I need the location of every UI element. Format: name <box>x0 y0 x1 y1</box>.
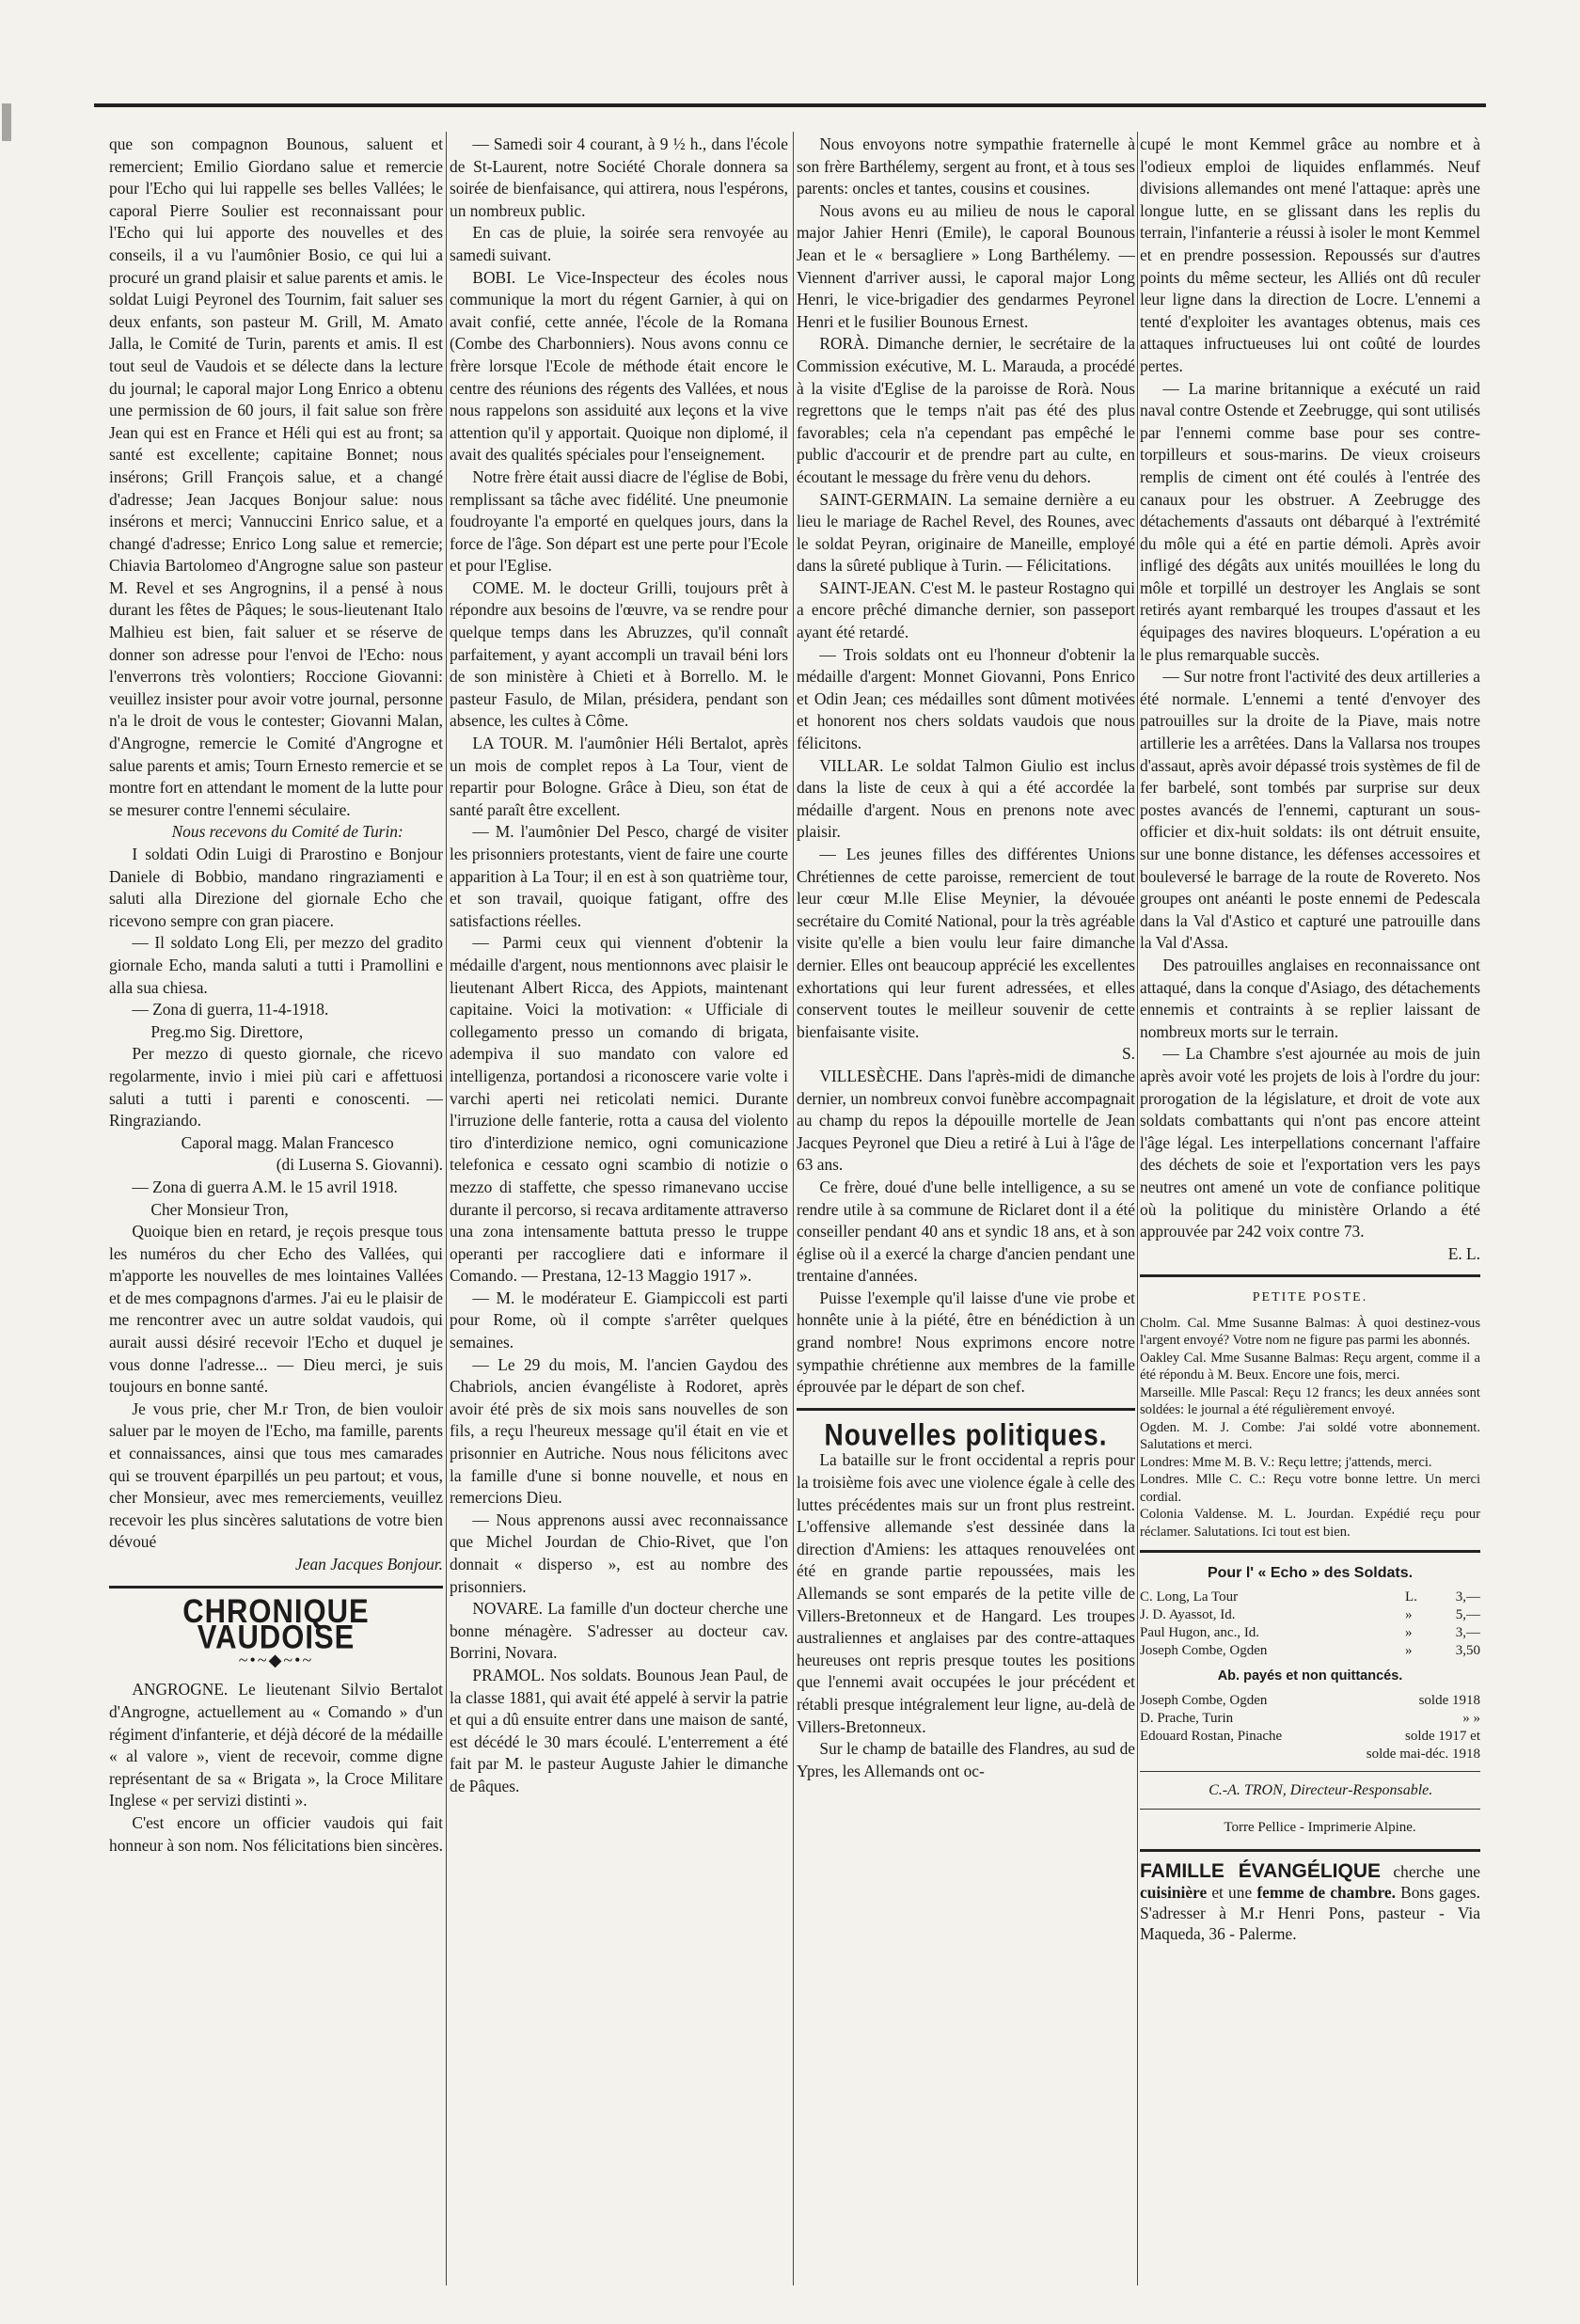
paragraph: Nous envoyons notre sympathie fraternelle à son frère Barthélemy, sergent au front, et à tous ses parents: oncles et tantes, cousins et cousines. <box>797 134 1135 198</box>
section-rule <box>1140 1274 1480 1277</box>
donor-name: J. D. Ayassot, Id. <box>1140 1606 1236 1622</box>
turin-committee-heading: Nous recevons du Comité de Turin: <box>171 822 403 842</box>
subscriber-name <box>1140 1746 1329 1763</box>
paragraph: — Trois soldats ont eu l'honneur d'obtenir la médaille d'argent: Monnet Giovanni, Pons Enrico et Odin Jean; ces médailles sont dûment motivées et honorent nos chers soldats vaudois que nous félicitons. <box>797 644 1135 753</box>
ad-text: femme de chambre. <box>1256 1882 1396 1902</box>
column-rule <box>793 132 794 2285</box>
villeseche-article: VILLESÈCHE. Dans l'après-midi de dimanche dernier, un nombreux convoi funèbre accompagnait au champ du repos la dépouille mortelle de Jean Jacques Peyronel que Dieu a retiré à Lui à l'âge de 63 ans. <box>797 1066 1135 1175</box>
ad-text: Bons gages. S'adresser à M.r Henri Pons, pasteur - Via Maqueda, 36 - Palerme. <box>1140 1882 1480 1943</box>
divider <box>1140 1771 1480 1772</box>
paragraph: Notre frère était aussi diacre de l'église de Bobi, remplissant sa tâche avec fidélité. Une pneumonie foudroyante l'a emporté en quelques jours, dans la force de l'âge. Son départ est une perte pour l'Ecole et pour l'Eglise. <box>450 466 788 576</box>
soldiers-greetings: que son compagnon Bounous, saluent et remercient; Emilio Giordano salue et remercie pour l'Echo qui lui rappelle ses belles Vallées; le caporal Pierre Soulier est reconnaissant pour l'Echo qui lui apporte des nouvelles et des conseils, il a vu l'aumônier Bosio, ce qui lui a procuré un grand plaisir et salue parents et amis. le soldat Luigi Peyronel des Tournim, fait saluer ses deux enfants, son pasteur M. Grill, M. Amato Jalla, le Comité de Turin, parents et amis. Il est tout seul de Vaudois et se délecte dans la lecture du journal; le caporal major Long Enrico a obtenu une permission de 60 jours, il fait salue son frère Jean qui est en France et Héli qui est au front; sa santé est excellente; capitaine Bonnet; nous insérons; Grill François salue, et a changé d'adresse; Jean Jacques Bonjour salue: nous insérons et merci; Vannuccini Enrico salue, et a changé d'adresse; Enrico Long salue et remercie; Chiavia Bartolomeo d'Angrogne salue son pasteur M. Revel et ses Angrognins, il a pensé à nous durant les fêtes de Pâques; le sous-lieutenant Italo Malhieu est bien, fait saluer et se réserve de donner son adresse pour l'envoi de l'Echo: nous l'enverrons très volontiers; Roccione Giovanni: veuillez insister pour avoir votre journal, personne n'a le droit de vous le contester; Giovanni Malan, d'Angrogne, remercie le Comité d'Angrogne et salue parents et amis; Tourn Ernesto remercie et se montre fort en attendant le moment de la lutte pour se mesurer contre l'ennemi séculaire. <box>109 134 443 819</box>
imprimerie-line: Torre Pellice - Imprimerie Alpine. <box>1224 1820 1416 1836</box>
petite-poste-title: PETITE POSTE. <box>1252 1290 1368 1305</box>
subscriptions-table <box>1140 1692 1480 1763</box>
table-row <box>1140 1624 1480 1642</box>
ad-text: cherche une <box>1381 1861 1480 1881</box>
column-rule <box>446 132 447 2285</box>
amount: 3,— <box>1455 1589 1480 1605</box>
subscription-status: solde mai-déc. 1918 <box>1366 1746 1480 1762</box>
letter-signature-place: (di Luserna S. Giovanni). <box>276 1155 443 1175</box>
paragraph: cupé le mont Kemmel grâce au nombre et à l'odieux emploi de liquides enflammés. Neuf divisions allemandes ont mené l'attaque: après une longue lutte, en se glissant dans les replis du terrain, l'infanterie a réussi à isoler le mont Kemmel et en prendre possession. Repoussés sur d'autres points du même secteur, les Alliés ont dû reculer leur ligne dans la direction de Locre. L'ennemi a tenté d'exploiter les avantages obtenus, mais ces attaques infructueuses lui ont coûté de lourdes pertes. <box>1140 134 1480 375</box>
column-4 <box>1140 134 1480 2287</box>
donor-name: C. Long, La Tour <box>1140 1589 1239 1605</box>
ad-text: et une <box>1207 1882 1257 1902</box>
column-rule <box>1137 132 1138 2285</box>
paragraph: — La Chambre s'est ajournée au mois de juin après avoir voté les projets de lois à l'ordre du jour: prorogation de la législature, et droit de vote aux soldats combattants qui n'ont pas encore atteint l'âge légal. Les interpellations concernant l'affaire des déchets de soie et l'exportation vers les pays neutres ont amené un vote de confiance politique où la politique du ministère Orlando a été approuvée par 242 voix contre 73. <box>1140 1044 1480 1241</box>
table-row <box>1140 1710 1480 1728</box>
rora-article: RORÀ. Dimanche dernier, le secrétaire de la Commission exécutive, M. L. Marauda, a procédé à la visite d'Eglise de la paroisse de Rorà. Nous regrettons que le temps n'ait pas été des plus favorables; cela n'a cependant pas empêché le public d'accourir et de prendre part au culte, en écoutant le message du frère venu du dehors. <box>797 334 1135 486</box>
paragraph: Quoique bien en retard, je reçois presque tous les numéros du cher Echo des Vallées, qui m'apporte les nouvelles de mes lointaines Vallées et de mes compagnons d'armes. J'ai eu le plaisir de me rencontrer avec un autre soldat vaudois, qui aurait aussi désiré recevoir l'Echo et duquel je vous donne l'adresse... — Dieu merci, je suis toujours en bonne santé. <box>109 1222 443 1397</box>
table-row <box>1140 1642 1480 1660</box>
paragraph: C'est encore un officier vaudois qui fait honneur à son nom. Nos félicitations bien sincères. <box>109 1812 443 1855</box>
paragraph: Je vous prie, cher M.r Tron, de bien vouloir saluer par le moyen de l'Echo, ma famille, parents et connaissances, ainsi que tous mes camarades qui se trouvent éparpillés un peu partout; et vous, cher Monsieur, avec mes remerciements, veuillez recevoir les plus sincères salutations de votre bien dévoué <box>109 1399 443 1552</box>
paragraph: — M. le modérateur E. Giampiccoli est parti pour Rome, où il compte s'arrêter quelques semaines. <box>450 1288 788 1352</box>
section-rule <box>797 1408 1135 1411</box>
section-rule <box>109 1586 443 1589</box>
ad-text: cuisinière <box>1140 1882 1208 1902</box>
paragraph: — M. l'aumônier Del Pesco, chargé de visiter les prisonniers protestants, vient de faire une courte apparition à La Tour; il en est à son quatrième tour, et son travail, quoique fatigant, offre des satisfactions réelles. <box>450 822 788 930</box>
come-article: COME. M. le docteur Grilli, toujours prêt à répondre aux besoins de l'œuvre, va se rendre pour quelque temps dans les Abruzzes, qu'il connaît parfaitement, y ayant accompli un travail béni lors de son ministère à Chieti et à Borrello. M. le pasteur Fasulo, de Milan, présidera, pendant son absence, les cultes à Côme. <box>450 577 788 731</box>
section-rule <box>1140 1550 1480 1553</box>
scan-edge-mark <box>2 103 11 141</box>
bobi-article: BOBI. Le Vice-Inspecteur des écoles nous communique la mort du régent Garnier, à qui on avait confié, cette année, l'école de la Romana (Combe des Charbonniers). Nous avons connu ce frère lorsque l'Ecole de méthode était encore le centre des réunions des régents des Vallées, et nous nous rappelons son assiduité aux leçons et la vive attention qu'il y apportait. Quoique non diplomé, il avait des qualités spéciales pour l'enseignement. <box>450 267 788 465</box>
letter-salutation: Preg.mo Sig. Direttore, <box>150 1021 304 1041</box>
paragraph: — Parmi ceux qui viennent d'obtenir la médaille d'argent, nous mentionnons avec plaisir le lieutenant Albert Ricca, des Appiots, maintenant capitaine. Voici la motivation: « Ufficiale di collegamento presso un comando di brigata, adempiva il suo mandato con valore ed intelligenza, portandosi a riconoscere varie volte i varchi aperti nei reticolati nemici. Durante l'irruzione delle fanterie, rotta a causa del violento tiro d'interdizione nemico, ogni comunicazione telefonica e cessato ogni scambio di notizie o mezzo di staffette, che spesso rimanevano uccise durante il percorso, si recava arditamente attraverso una zona intensamente battuta presso le truppe operanti per raccogliere dati e informare il Comando. — Prestana, 12-13 Maggio 1917 ». <box>450 933 788 1286</box>
subscriber-name: D. Prache, Turin <box>1140 1710 1234 1726</box>
petite-poste-item: Ogden. M. J. Combe: J'ai soldé votre abonnement. Salutations et merci. <box>1140 1419 1480 1453</box>
saint-jean-article: SAINT-JEAN. C'est M. le pasteur Rostagno qui a encore prêché dimanche dernier, son passeport ayant été retardé. <box>797 577 1135 642</box>
petite-poste-item: Marseille. Mlle Pascal: Reçu 12 francs; les deux années sont soldées: le journal a été régulièrement envoyé. <box>1140 1384 1480 1418</box>
letter-salutation: Cher Monsieur Tron, <box>150 1199 289 1219</box>
pramol-article: PRAMOL. Nos soldats. Bounous Jean Paul, de la classe 1881, qui avait été appelé à servir la patrie et qui a dû ensuite entrer dans une maison de santé, est décédé le 30 mars écoulé. L'enterrement a été fait par M. le pasteur Auguste Jahier le dimanche de Pâques. <box>450 1665 788 1795</box>
table-row <box>1140 1589 1480 1606</box>
saint-germain-article: SAINT-GERMAIN. La semaine dernière a eu lieu le mariage de Rachel Revel, des Rounes, avec le soldat Peyran, originaire de Maneille, employé dans la sûreté publique à Turin. — Félicitations. <box>797 489 1135 576</box>
paragraph: I soldati Odin Luigi di Prarostino e Bonjour Daniele di Bobbio, mandano ringraziamenti e saluti alla Direzione del giornale Echo che ricevono sempre con gran piacere. <box>109 845 443 930</box>
donor-name: Joseph Combe, Ogden <box>1140 1642 1268 1658</box>
paragraph: — Samedi soir 4 courant, à 9 ½ h., dans l'école de St-Laurent, notre Société Chorale donnera sa soirée de bienfaisance, qui attirera, nous l'espérons, un nombreux public. <box>450 134 788 220</box>
directeur-line: C.-A. TRON, Directeur-Responsable. <box>1209 1781 1433 1798</box>
paragraph: — Il soldato Long Eli, per mezzo del gradito giornale Echo, manda saluti a tutti i Pramollini e alla sua chiesa. <box>109 933 443 997</box>
paragraph: — Nous apprenons aussi avec reconnaissance que Michel Jourdan de Chio-Rivet, que l'on donnait « disperso », est au nombre des prisonniers. <box>450 1510 788 1596</box>
villar-article: VILLAR. Le soldat Talmon Giulio est inclus dans la liste de ceux à qui a été accordée la médaille d'argent. Nous en prenons note avec plaisir. <box>797 755 1135 842</box>
ornament: ~•~◆~•~ <box>238 1650 314 1669</box>
subscriber-name: Joseph Combe, Ogden <box>1140 1692 1268 1708</box>
echo-soldats-title: Pour l' « Echo » des Soldats. <box>1207 1565 1414 1582</box>
donations-table <box>1140 1589 1480 1660</box>
paragraph: Sur le champ de bataille des Flandres, au sud de Ypres, les Allemands ont oc- <box>797 1739 1135 1780</box>
petite-poste-item: Cholm. Cal. Mme Susanne Balmas: À quoi destinez-vous l'argent envoyé? Votre nom ne figure pas parmi les abonnés. <box>1140 1315 1480 1349</box>
paragraph: — Les jeunes filles des différentes Unions Chrétiennes de cette paroisse, remercient de tout leur cœur M.lle Elise Meynier, la dévouée secrétaire du Comité National, pour la très agréable visite qu'elle a bien voulu leur faire dimanche dernier. Elles ont beaucoup apprécié les excellentes exhortations qui leur furent adressées, et elles conservent toutes le meilleur souvenir de cette bienfaisante visite. <box>797 845 1135 1041</box>
chronique-vaudoise-title: CHRONIQUE VAUDOISE <box>182 1591 370 1655</box>
paragraph: Des patrouilles anglaises en reconnaissance ont attaqué, dans la conque d'Asiago, des détachements ennemis et contraints à se replier laissant de nombreux morts sur le terrain. <box>1140 955 1480 1041</box>
table-row <box>1140 1692 1480 1710</box>
article-signature: E. L. <box>1447 1243 1480 1263</box>
ad-heading: FAMILLE ÉVANGÉLIQUE <box>1140 1859 1382 1882</box>
table-row <box>1140 1728 1480 1746</box>
column-3 <box>797 134 1135 2287</box>
divider <box>1140 1809 1480 1810</box>
paragraph: En cas de pluie, la soirée sera renvoyée au samedi suivant. <box>450 223 788 264</box>
amount: 5,— <box>1455 1606 1480 1622</box>
subscription-status: solde 1918 <box>1418 1692 1480 1708</box>
top-rule <box>94 103 1486 107</box>
la-tour-article: LA TOUR. M. l'aumônier Héli Bertalot, après un mois de complet repos à La Tour, vient de repartir pour Bologne. Grâce à Dieu, son état de santé paraît être excellent. <box>450 734 788 819</box>
table-row <box>1140 1606 1480 1624</box>
paragraph: Nous avons eu au milieu de nous le caporal major Jahier Henri (Emile), le caporal Bounous Jean et le « bersagliere » Long Barthélemy. — Viennent d'arriver aussi, le caporal major Long Henri, le vice-brigadier des gendarmes Peyronel Henri et le fusilier Bounous Ernest. <box>797 200 1135 331</box>
paragraph: La bataille sur le front occidental a repris pour la troisième fois avec une violence égale à celle des luttes précédentes mais sur un front plus restreint. L'offensive allemande s'est dessinée dans la direction d'Amiens: les attaques renouvelées ont été en grande partie repoussées, mais les Allemands se sont emparés de la petite ville de Villers-Bretonneux et de Hangard. Les troupes australiennes et anglaises par des contre-attaques heureuses ont repris presque toutes les positions que l'ennemi avait occupées le jour précédent et rétabli presque intégralement leur ligne, au-delà de Villers-Bretonneux. <box>797 1450 1135 1736</box>
donor-name: Paul Hugon, anc., Id. <box>1140 1624 1260 1640</box>
letter-signature: Jean Jacques Bonjour. <box>295 1555 443 1573</box>
currency-mark: » <box>1405 1642 1413 1658</box>
amount: 3,— <box>1455 1624 1480 1640</box>
paragraph: Ce frère, doué d'une belle intelligence, a su se rendre utile à sa commune de Riclaret dont il a été conseiller pendant 40 ans et syndic 18 ans, et à son église où il a exercé la charge d'ancien pendant une trentaine d'années. <box>797 1177 1135 1286</box>
section-rule <box>1140 1849 1480 1852</box>
classified-ad <box>1140 1861 1480 1944</box>
abonnements-title: Ab. payés et non quittancés. <box>1217 1668 1403 1684</box>
amount: 3,50 <box>1455 1642 1480 1658</box>
petite-poste-item: Oakley Cal. Mme Susanne Balmas: Reçu argent, comme il a été répondu à M. Beux. Encore une fois, merci. <box>1140 1350 1480 1383</box>
currency-mark: L. <box>1405 1589 1417 1605</box>
subscriber-name: Edouard Rostan, Pinache <box>1140 1728 1283 1744</box>
paragraph: — La marine britannique a exécuté un raid naval contre Ostende et Zeebrugge, qui sont utilisés par l'ennemi comme base pour ses contre-torpilleurs et sous-marins. De vieux croiseurs remplis de ciment ont été coulés à l'entrée des canaux pour les obstruer. A Zeebrugge des détachements d'assauts ont débarqué à l'extrémité du môle qui a été en partie démoli. Après avoir infligé des dégâts aux unités mouillées le long du môle et torpillé un destroyer les Anglais se sont retirés ayant rembarqué les troupes d'assaut et les équipages des navires bloqueurs. L'opération a eu le plus remarquable succès. <box>1140 378 1480 664</box>
currency-mark: » <box>1405 1624 1413 1640</box>
letter-signature: Caporal magg. Malan Francesco <box>181 1132 394 1152</box>
paragraph: Puisse l'exemple qu'il laisse d'une vie probe et honnête unie à la piété, être en bénédiction à un grand nombre! Nous exprimons encore notre sympathie chrétienne aux membres de la famille éprouvée par le départ de son chef. <box>797 1288 1135 1397</box>
paragraph: — Le 29 du mois, M. l'ancien Gaydou des Chabriols, ancien évangéliste à Rodoret, après avoir été près de six mois sans nouvelles de son fils, a reçu l'heureux message qu'il était en vie et prisonnier en Autriche. Nous nous félicitons avec la famille d'une si bonne nouvelle, et nous en remercions Dieu. <box>450 1354 788 1508</box>
article-signature: S. <box>1121 1044 1135 1064</box>
currency-mark: » <box>1405 1606 1413 1622</box>
column-2 <box>450 134 788 2287</box>
petite-poste-item: Londres: Mme M. B. V.: Reçu lettre; j'attends, merci. <box>1140 1454 1432 1470</box>
paragraph: — Sur notre front l'activité des deux artilleries a été normale. L'ennemi a tenté d'envoyer des patrouilles sur la droite de la Piave, mais notre artillerie les a arrêtées. Dans la Vallarsa nos troupes d'assaut, après avoir dépassé trois systèmes de fil de fer barbelé, sont tombés par surprise sur deux postes avancés de l'ennemi, capturant un sous-officier et dix-huit soldats: ils ont détruit ensuite, sur une bonne distance, les défenses accessoires et bouleversé le barrage de la route de Rovereto. Nos groupes ont anéanti le poste ennemi de Pedescala dans la Val d'Astico et capturé une patrouille dans la Val d'Assa. <box>1140 667 1480 953</box>
paragraph: Per mezzo di questo giornale, che ricevo regolarmente, invio i miei più cari e affettuosi saluti a tutti i parenti e conoscenti. — Ringraziando. <box>109 1044 443 1130</box>
table-row <box>1140 1746 1480 1763</box>
column-1 <box>109 134 443 2287</box>
subscription-status: solde 1917 et <box>1405 1728 1480 1744</box>
letter-date: — Zona di guerra A.M. le 15 avril 1918. <box>132 1177 398 1196</box>
letter-date: — Zona di guerra, 11-4-1918. <box>132 1000 329 1020</box>
petite-poste-item: Londres. Mlle C. C.: Reçu votre bonne lettre. Un merci cordial. <box>1140 1472 1480 1505</box>
novare-article: NOVARE. La famille d'un docteur cherche une bonne ménagère. S'adresser au docteur cav. Borrini, Novara. <box>450 1599 788 1663</box>
subscription-status: » » <box>1462 1710 1480 1726</box>
petite-poste-item: Colonia Valdense. M. L. Jourdan. Expédié reçu pour réclamer. Salutations. Ici tout est bien. <box>1140 1507 1480 1540</box>
nouvelles-politiques-title: Nouvelles politiques. <box>824 1417 1108 1452</box>
angrogne-article: ANGROGNE. Le lieutenant Silvio Bertalot d'Angrogne, actuellement au « Comando » d'un régiment d'infanterie, et déjà décoré de la médaille « al valore », vient de recevoir, comme digne représentant de sa « Brigata », la Croce Militare Inglese « per servizi distinti ». <box>109 1680 443 1810</box>
